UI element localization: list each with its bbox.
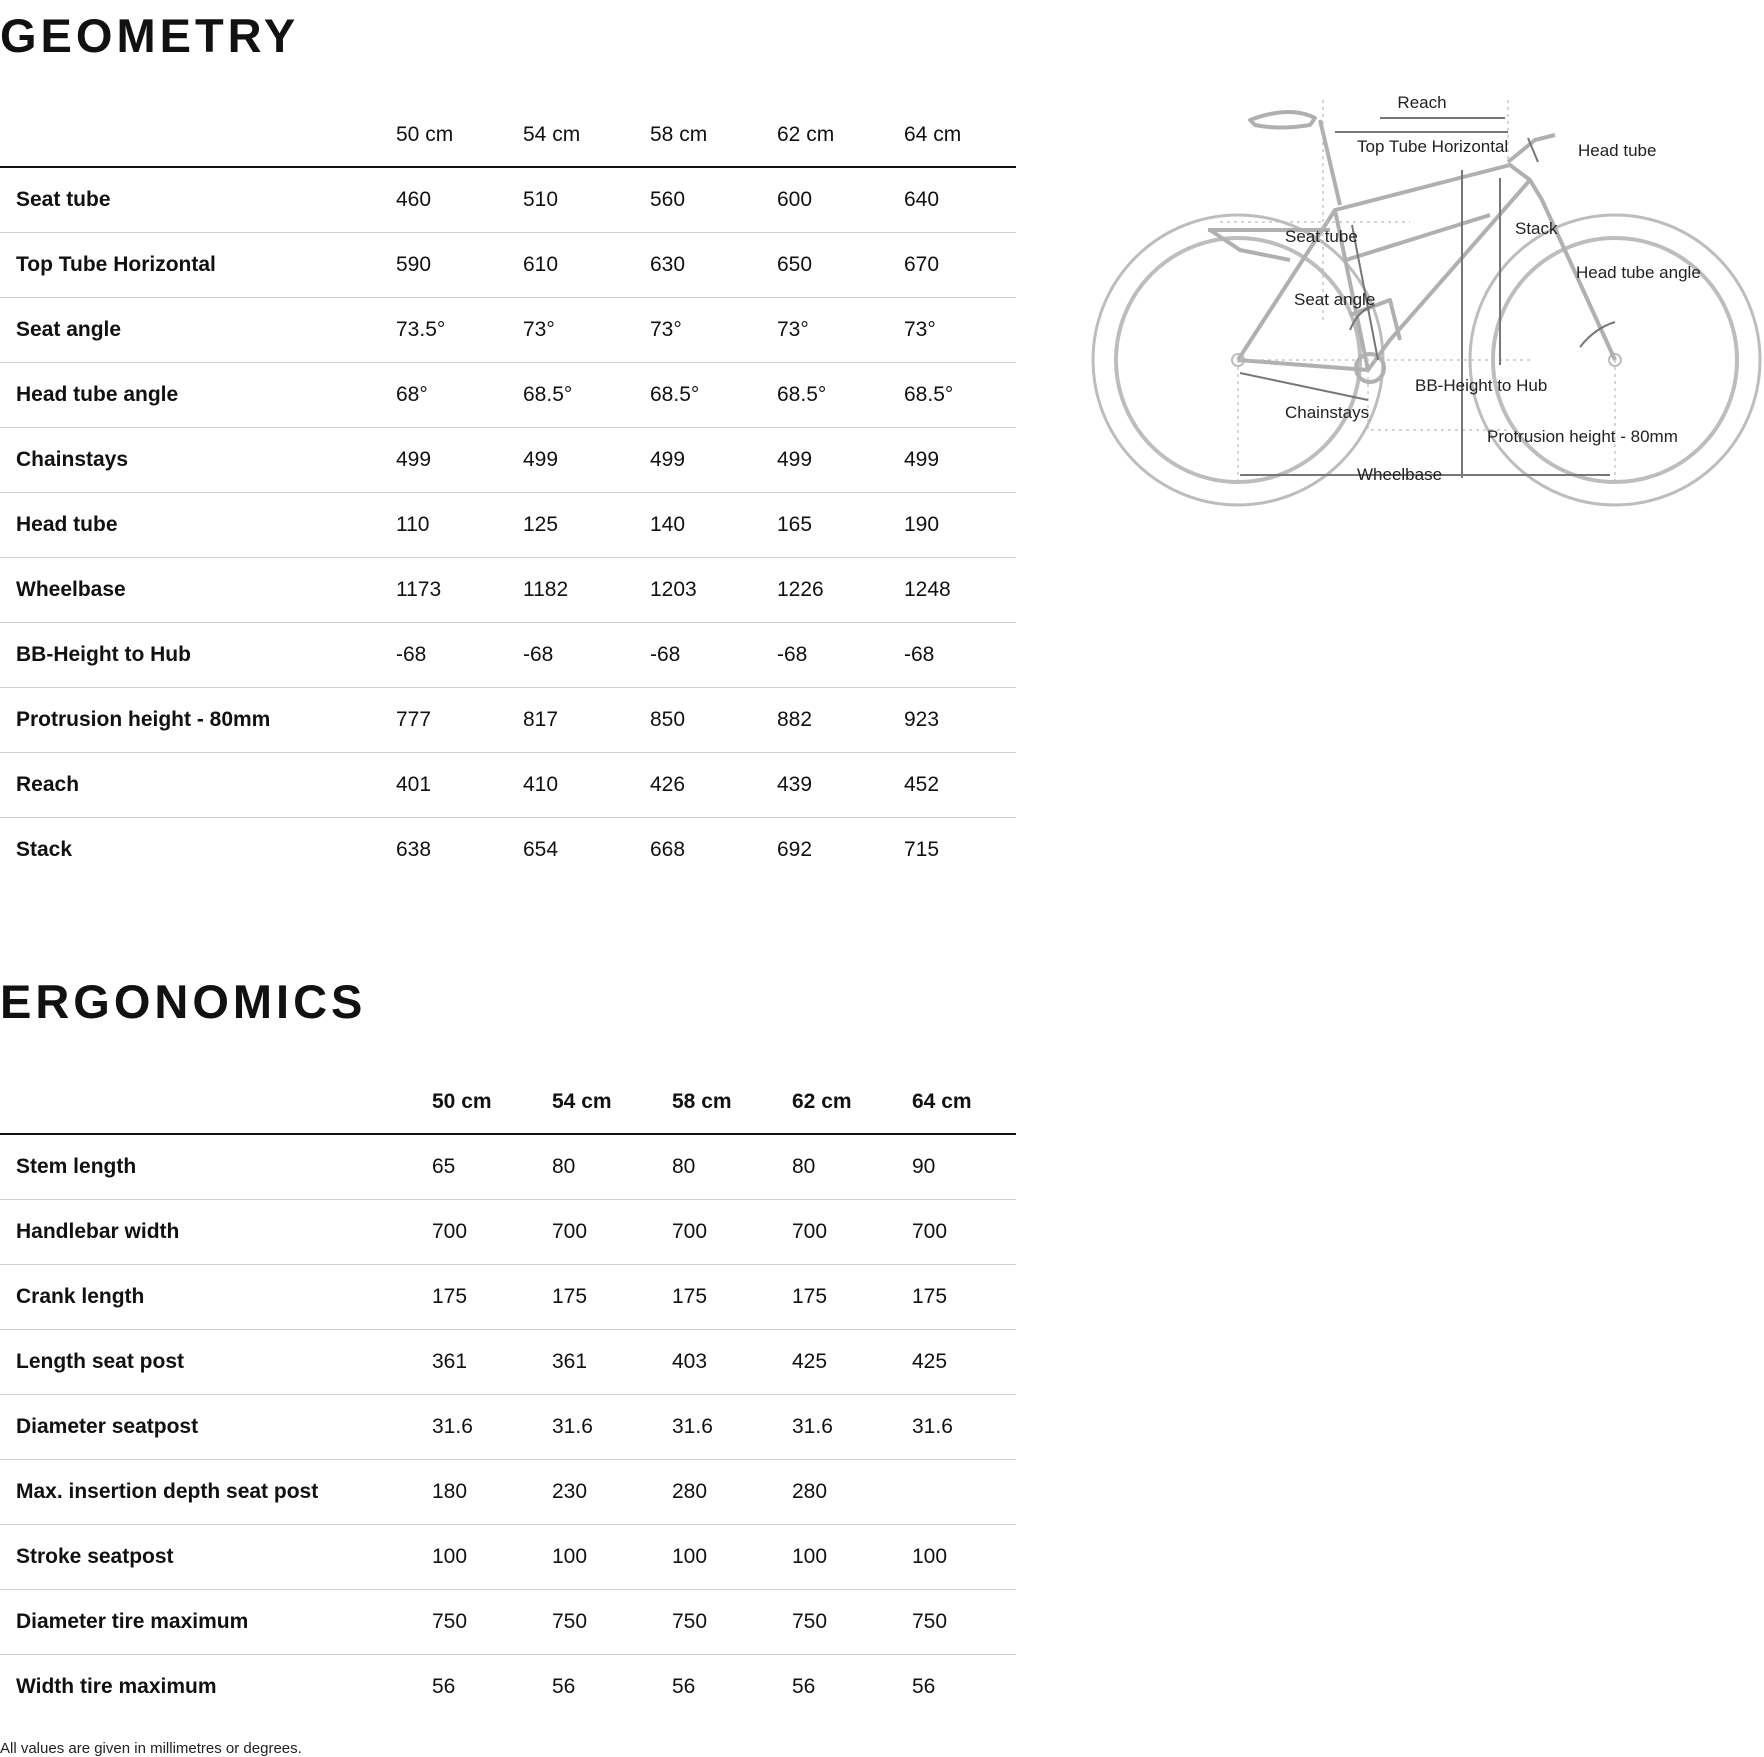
ergonomics-cell: 180: [432, 1460, 552, 1525]
footnote: All values are given in millimetres or degrees.: [0, 1740, 302, 1757]
ergonomics-cell: 700: [912, 1200, 1016, 1265]
ergonomics-cell: 31.6: [792, 1395, 912, 1460]
ergonomics-row: [0, 1525, 1016, 1590]
diagram-label-head-tube-angle: Head tube angle: [1576, 263, 1701, 282]
ergonomics-cell: 280: [792, 1460, 912, 1525]
ergonomics-cell: 175: [792, 1265, 912, 1330]
geometry-cell: 110: [396, 493, 523, 558]
ergonomics-cell: [912, 1460, 1016, 1525]
ergonomics-row-label: Crank length: [0, 1265, 432, 1330]
geometry-cell: 1203: [650, 558, 777, 623]
geometry-row-label: Head tube: [0, 493, 396, 558]
ergonomics-row-label: Width tire maximum: [16, 1675, 217, 1698]
ergonomics-cell: 230: [552, 1460, 672, 1525]
geometry-row-label: Head tube angle: [0, 363, 396, 428]
geometry-cell: 499: [396, 428, 523, 493]
geometry-cell: -68: [777, 623, 904, 688]
diagram-label-protrusion: Protrusion height - 80mm: [1487, 427, 1678, 446]
ergonomics-cell: 175: [672, 1265, 792, 1330]
diagram-label-wheelbase: Wheelbase: [1357, 465, 1443, 484]
bike-geometry-diagram: [1090, 93, 1764, 500]
ergonomics-size-header: 54 cm: [552, 1070, 672, 1134]
ergonomics-row-label: Handlebar width: [0, 1200, 432, 1265]
geometry-cell: 68.5°: [523, 363, 650, 428]
geometry-cell: 73°: [777, 298, 904, 363]
ergonomics-size-header: 64 cm: [912, 1070, 1016, 1134]
ergonomics-title: ERGONOMICS: [0, 975, 367, 1028]
geometry-row-label: Top Tube Horizontal: [0, 233, 396, 298]
ergonomics-cell: 100: [432, 1525, 552, 1590]
ergonomics-row-label: Stem length: [0, 1134, 432, 1200]
geometry-cell: 1226: [777, 558, 904, 623]
geometry-cell: 73°: [523, 298, 650, 363]
ergonomics-row: [0, 1330, 1016, 1395]
geometry-row-label: Protrusion height - 80mm: [0, 688, 396, 753]
ergonomics-row-label: Max. insertion depth seat post: [0, 1460, 432, 1525]
ergonomics-cell: 100: [912, 1525, 1016, 1590]
geometry-cell: 140: [650, 493, 777, 558]
geometry-cell: 73°: [904, 298, 1016, 363]
geometry-cell: 777: [396, 688, 523, 753]
ergonomics-cell: 100: [792, 1525, 912, 1590]
geometry-cell: 499: [777, 428, 904, 493]
geometry-row-label: Stack: [16, 838, 73, 861]
geometry-cell: 654: [523, 838, 559, 861]
ergonomics-cell: 80: [552, 1134, 672, 1200]
ergonomics-cell: 56: [912, 1675, 936, 1698]
geometry-cell: -68: [523, 623, 650, 688]
geometry-cell: 510: [523, 167, 650, 233]
geometry-cell: 560: [650, 167, 777, 233]
ergonomics-cell: 750: [552, 1590, 672, 1655]
diagram-label-head-tube: Head tube: [1578, 141, 1657, 160]
geometry-cell: 850: [650, 688, 777, 753]
geometry-row: [0, 493, 1016, 558]
geometry-cell: 165: [777, 493, 904, 558]
ergonomics-cell: 56: [432, 1675, 456, 1698]
ergonomics-cell: 361: [432, 1330, 552, 1395]
geometry-size-header: 62 cm: [777, 103, 904, 167]
geometry-cell: 68.5°: [777, 363, 904, 428]
geometry-row: [0, 818, 1016, 883]
geometry-table: [0, 103, 1016, 882]
geometry-cell: 439: [777, 753, 904, 818]
geometry-cell: 460: [396, 167, 523, 233]
geometry-cell: 638: [396, 838, 432, 861]
geometry-cell: 670: [904, 233, 1016, 298]
ergonomics-cell: 31.6: [912, 1395, 1016, 1460]
ergonomics-row-label: Diameter seatpost: [0, 1395, 432, 1460]
ergonomics-cell: 700: [552, 1200, 672, 1265]
geometry-cell: 715: [904, 838, 940, 861]
geometry-cell: 499: [904, 428, 1016, 493]
diagram-label-top-tube: Top Tube Horizontal: [1357, 137, 1509, 156]
ergonomics-cell: 750: [912, 1590, 1016, 1655]
geometry-cell: 1182: [523, 558, 650, 623]
geometry-cell: 190: [904, 493, 1016, 558]
ergonomics-row: [0, 1134, 1016, 1200]
diagram-label-stack: Stack: [1515, 219, 1558, 238]
ergonomics-cell: 175: [912, 1265, 1016, 1330]
geometry-size-header: 50 cm: [396, 103, 523, 167]
ergonomics-header-blank: [0, 1070, 432, 1134]
geometry-row: [0, 167, 1016, 233]
geometry-row-label: Reach: [0, 753, 396, 818]
geometry-cell: 692: [777, 838, 813, 861]
bike-drawing: [1090, 93, 1764, 500]
geometry-row: [0, 298, 1016, 363]
ergonomics-cell: 31.6: [672, 1395, 792, 1460]
geometry-cell: -68: [904, 623, 1016, 688]
geometry-cell: 600: [777, 167, 904, 233]
ergonomics-cell: 56: [552, 1675, 576, 1698]
geometry-cell: 640: [904, 167, 1016, 233]
ergonomics-row: [0, 1460, 1016, 1525]
ergonomics-cell: 750: [432, 1590, 552, 1655]
geometry-cell: 68.5°: [650, 363, 777, 428]
diagram-label-seat-angle: Seat angle: [1294, 290, 1376, 309]
ergonomics-size-header: 58 cm: [672, 1070, 792, 1134]
geometry-cell: 452: [904, 753, 1016, 818]
ergonomics-cell: 100: [552, 1525, 672, 1590]
diagram-label-reach: Reach: [1397, 93, 1447, 112]
ergonomics-cell: 750: [792, 1590, 912, 1655]
ergonomics-cell: 56: [792, 1675, 816, 1698]
geometry-cell: 401: [396, 753, 523, 818]
geometry-row-label: Wheelbase: [0, 558, 396, 623]
diagram-label-chainstays: Chainstays: [1285, 403, 1370, 422]
geometry-row-label: Chainstays: [0, 428, 396, 493]
ergonomics-cell: 31.6: [432, 1395, 552, 1460]
geometry-row: [0, 558, 1016, 623]
geometry-cell: 923: [904, 688, 1016, 753]
ergonomics-cell: 175: [432, 1265, 552, 1330]
geometry-cell: 1248: [904, 558, 1016, 623]
ergonomics-row: [0, 1655, 1016, 1720]
geometry-cell: 73°: [650, 298, 777, 363]
geometry-cell: 630: [650, 233, 777, 298]
ergonomics-row-label: Stroke seatpost: [0, 1525, 432, 1590]
diagram-label-bb-height: BB-Height to Hub: [1415, 376, 1548, 395]
geometry-row-label: Seat tube: [0, 167, 396, 233]
ergonomics-cell: 361: [552, 1330, 672, 1395]
geometry-cell: 668: [650, 838, 686, 861]
geometry-cell: 73.5°: [396, 298, 523, 363]
ergonomics-cell: 90: [912, 1134, 1016, 1200]
ergonomics-cell: 700: [792, 1200, 912, 1265]
ergonomics-cell: 425: [912, 1330, 1016, 1395]
ergonomics-cell: 700: [672, 1200, 792, 1265]
geometry-title: GEOMETRY: [0, 9, 300, 62]
geometry-cell: 1173: [396, 558, 523, 623]
diagram-label-seat-tube: Seat tube: [1285, 227, 1358, 246]
ergonomics-cell: 65: [432, 1134, 552, 1200]
ergonomics-cell: 56: [672, 1675, 696, 1698]
ergonomics-row: [0, 1200, 1016, 1265]
ergonomics-cell: 31.6: [552, 1395, 672, 1460]
ergonomics-size-header: 50 cm: [432, 1070, 552, 1134]
geometry-row: [0, 363, 1016, 428]
ergonomics-cell: 700: [432, 1200, 552, 1265]
geometry-cell: 499: [650, 428, 777, 493]
geometry-cell: -68: [396, 623, 523, 688]
geometry-row: [0, 753, 1016, 818]
geometry-cell: 68.5°: [904, 363, 1016, 428]
geometry-cell: 68°: [396, 363, 523, 428]
geometry-size-header: 64 cm: [904, 103, 1016, 167]
ergonomics-row: [0, 1395, 1016, 1460]
geometry-cell: 882: [777, 688, 904, 753]
geometry-header-row: [0, 103, 1016, 167]
ergonomics-row-label: Length seat post: [0, 1330, 432, 1395]
geometry-size-header: 54 cm: [523, 103, 650, 167]
ergonomics-cell: 750: [672, 1590, 792, 1655]
geometry-row-label: Seat angle: [0, 298, 396, 363]
geometry-row: [0, 233, 1016, 298]
ergonomics-cell: 80: [672, 1134, 792, 1200]
ergonomics-row-label: Diameter tire maximum: [0, 1590, 432, 1655]
geometry-cell: -68: [650, 623, 777, 688]
ergonomics-cell: 280: [672, 1460, 792, 1525]
geometry-row: [0, 688, 1016, 753]
ergonomics-cell: 80: [792, 1134, 912, 1200]
geometry-cell: 817: [523, 688, 650, 753]
geometry-cell: 610: [523, 233, 650, 298]
ergonomics-cell: 100: [672, 1525, 792, 1590]
ergonomics-cell: 403: [672, 1330, 792, 1395]
ergonomics-cell: 425: [792, 1330, 912, 1395]
ergonomics-size-header: 62 cm: [792, 1070, 912, 1134]
geometry-cell: 125: [523, 493, 650, 558]
geometry-header-blank: [0, 103, 396, 167]
geometry-row: [0, 428, 1016, 493]
geometry-cell: 410: [523, 753, 650, 818]
ergonomics-header-row: [0, 1070, 1016, 1134]
geometry-cell: 426: [650, 753, 777, 818]
ergonomics-cell: 175: [552, 1265, 672, 1330]
ergonomics-table: [0, 1070, 1016, 1719]
geometry-cell: 499: [523, 428, 650, 493]
geometry-cell: 650: [777, 233, 904, 298]
geometry-row-label: BB-Height to Hub: [0, 623, 396, 688]
geometry-size-header: 58 cm: [650, 103, 777, 167]
geometry-cell: 590: [396, 233, 523, 298]
ergonomics-row: [0, 1590, 1016, 1655]
ergonomics-row: [0, 1265, 1016, 1330]
geometry-row: [0, 623, 1016, 688]
